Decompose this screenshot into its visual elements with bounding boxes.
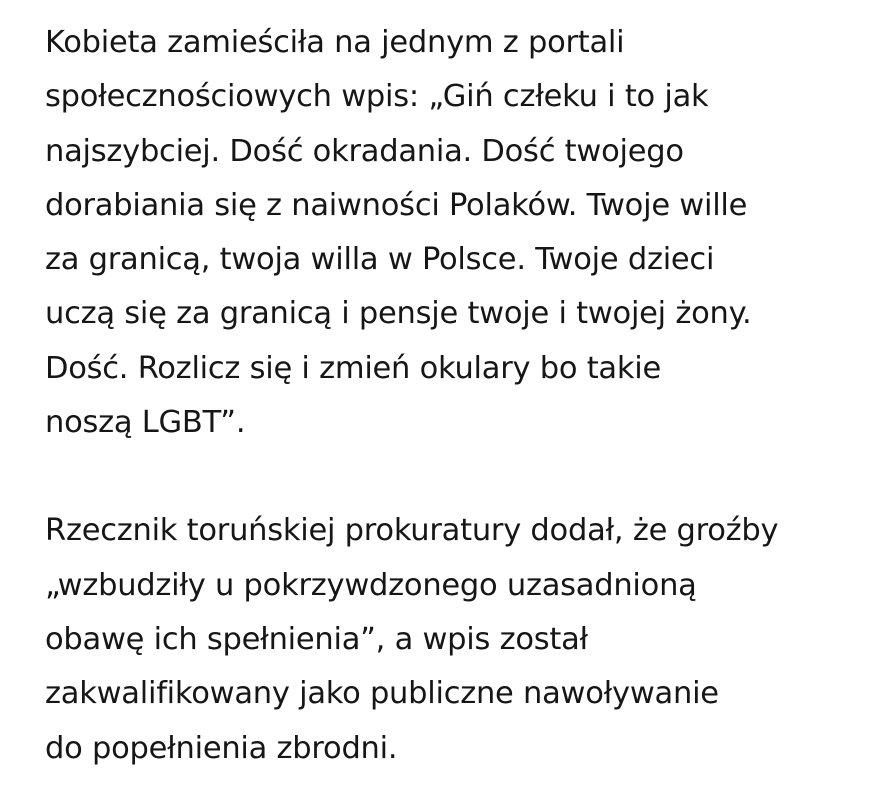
paragraph-1-line-1: Kobieta zamieściła na jednym z portali [45,25,625,60]
paragraph-1-line-2: społecznościowych wpis: „Giń człeku i to jak [45,79,709,115]
article-paragraph-1 [45,16,865,450]
paragraph-1-line-4: dorabiania się z naiwności Polaków. Twoje wille [45,187,748,223]
paragraph-2-line-2: „wzbudziły u pokrzywdzonego uzasadnioną [45,567,697,603]
paragraph-1-line-6: uczą się za granicą i pensje twoje i twojej żony. [45,296,752,332]
paragraph-1-line-7: Dość. Rozlicz się i zmień okulary bo takie [45,350,662,386]
article-paragraph-2 [45,504,865,775]
paragraph-2-line-1: Rzecznik toruńskiej prokuratury dodał, że groźby [45,513,779,549]
paragraph-2-line-5: do popełnienia zbrodni. [45,730,398,766]
article-body [45,16,865,776]
paragraph-1-line-5: za granicą, twoja willa w Polsce. Twoje dzieci [45,242,715,278]
paragraph-1-line-8: noszą LGBT”. [45,405,246,441]
paragraph-1-line-3: najszybciej. Dość okradania. Dość twojego [45,133,684,169]
paragraph-2-line-3: obawę ich spełnienia”, a wpis został [45,621,588,657]
paragraph-2-line-4: zakwalifikowany jako publiczne nawoływanie [45,676,719,712]
